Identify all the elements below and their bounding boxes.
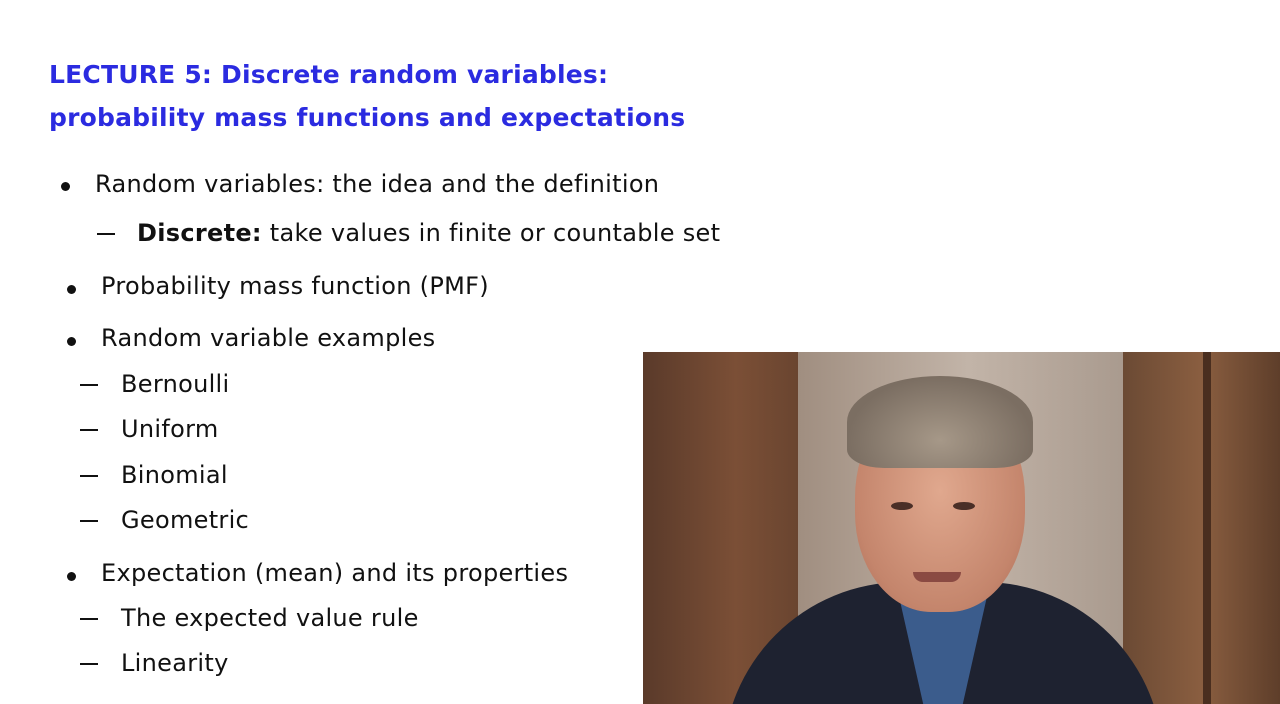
item-uniform: Uniform <box>121 415 219 443</box>
item-random-variables: Random variables: the idea and the definition <box>95 170 660 198</box>
item-pmf: Probability mass function (PMF) <box>101 272 489 300</box>
item-examples: Random variable examples <box>101 324 436 352</box>
slide-title-line-1: LECTURE 5: Discrete random variables: <box>49 60 609 89</box>
lecturer-mouth <box>913 572 961 582</box>
video-background <box>1123 352 1280 704</box>
bullet-icon <box>67 337 76 346</box>
door-frame <box>1203 352 1211 704</box>
lecturer-video-inset <box>643 352 1280 704</box>
bullet-icon <box>67 285 76 294</box>
item-geometric: Geometric <box>121 506 250 534</box>
lecturer-hair <box>847 376 1033 468</box>
discrete-text: take values in finite or countable set <box>269 219 721 247</box>
dash-icon <box>80 663 98 665</box>
slide-title-line-2: probability mass functions and expectations <box>49 103 686 132</box>
dash-icon <box>97 233 115 235</box>
item-expected-value-rule: The expected value rule <box>121 604 419 632</box>
dash-icon <box>80 475 98 477</box>
dash-icon <box>80 618 98 620</box>
lecturer-eye <box>953 502 975 510</box>
item-linearity: Linearity <box>121 649 229 677</box>
item-expectation: Expectation (mean) and its properties <box>101 559 569 587</box>
bullet-icon <box>61 182 70 191</box>
item-bernoulli: Bernoulli <box>121 370 230 398</box>
bullet-icon <box>67 572 76 581</box>
discrete-label: Discrete: <box>137 219 262 247</box>
item-binomial: Binomial <box>121 461 228 489</box>
lecturer-eye <box>891 502 913 510</box>
item-discrete <box>137 219 720 247</box>
dash-icon <box>80 520 98 522</box>
dash-icon <box>80 429 98 431</box>
dash-icon <box>80 384 98 386</box>
